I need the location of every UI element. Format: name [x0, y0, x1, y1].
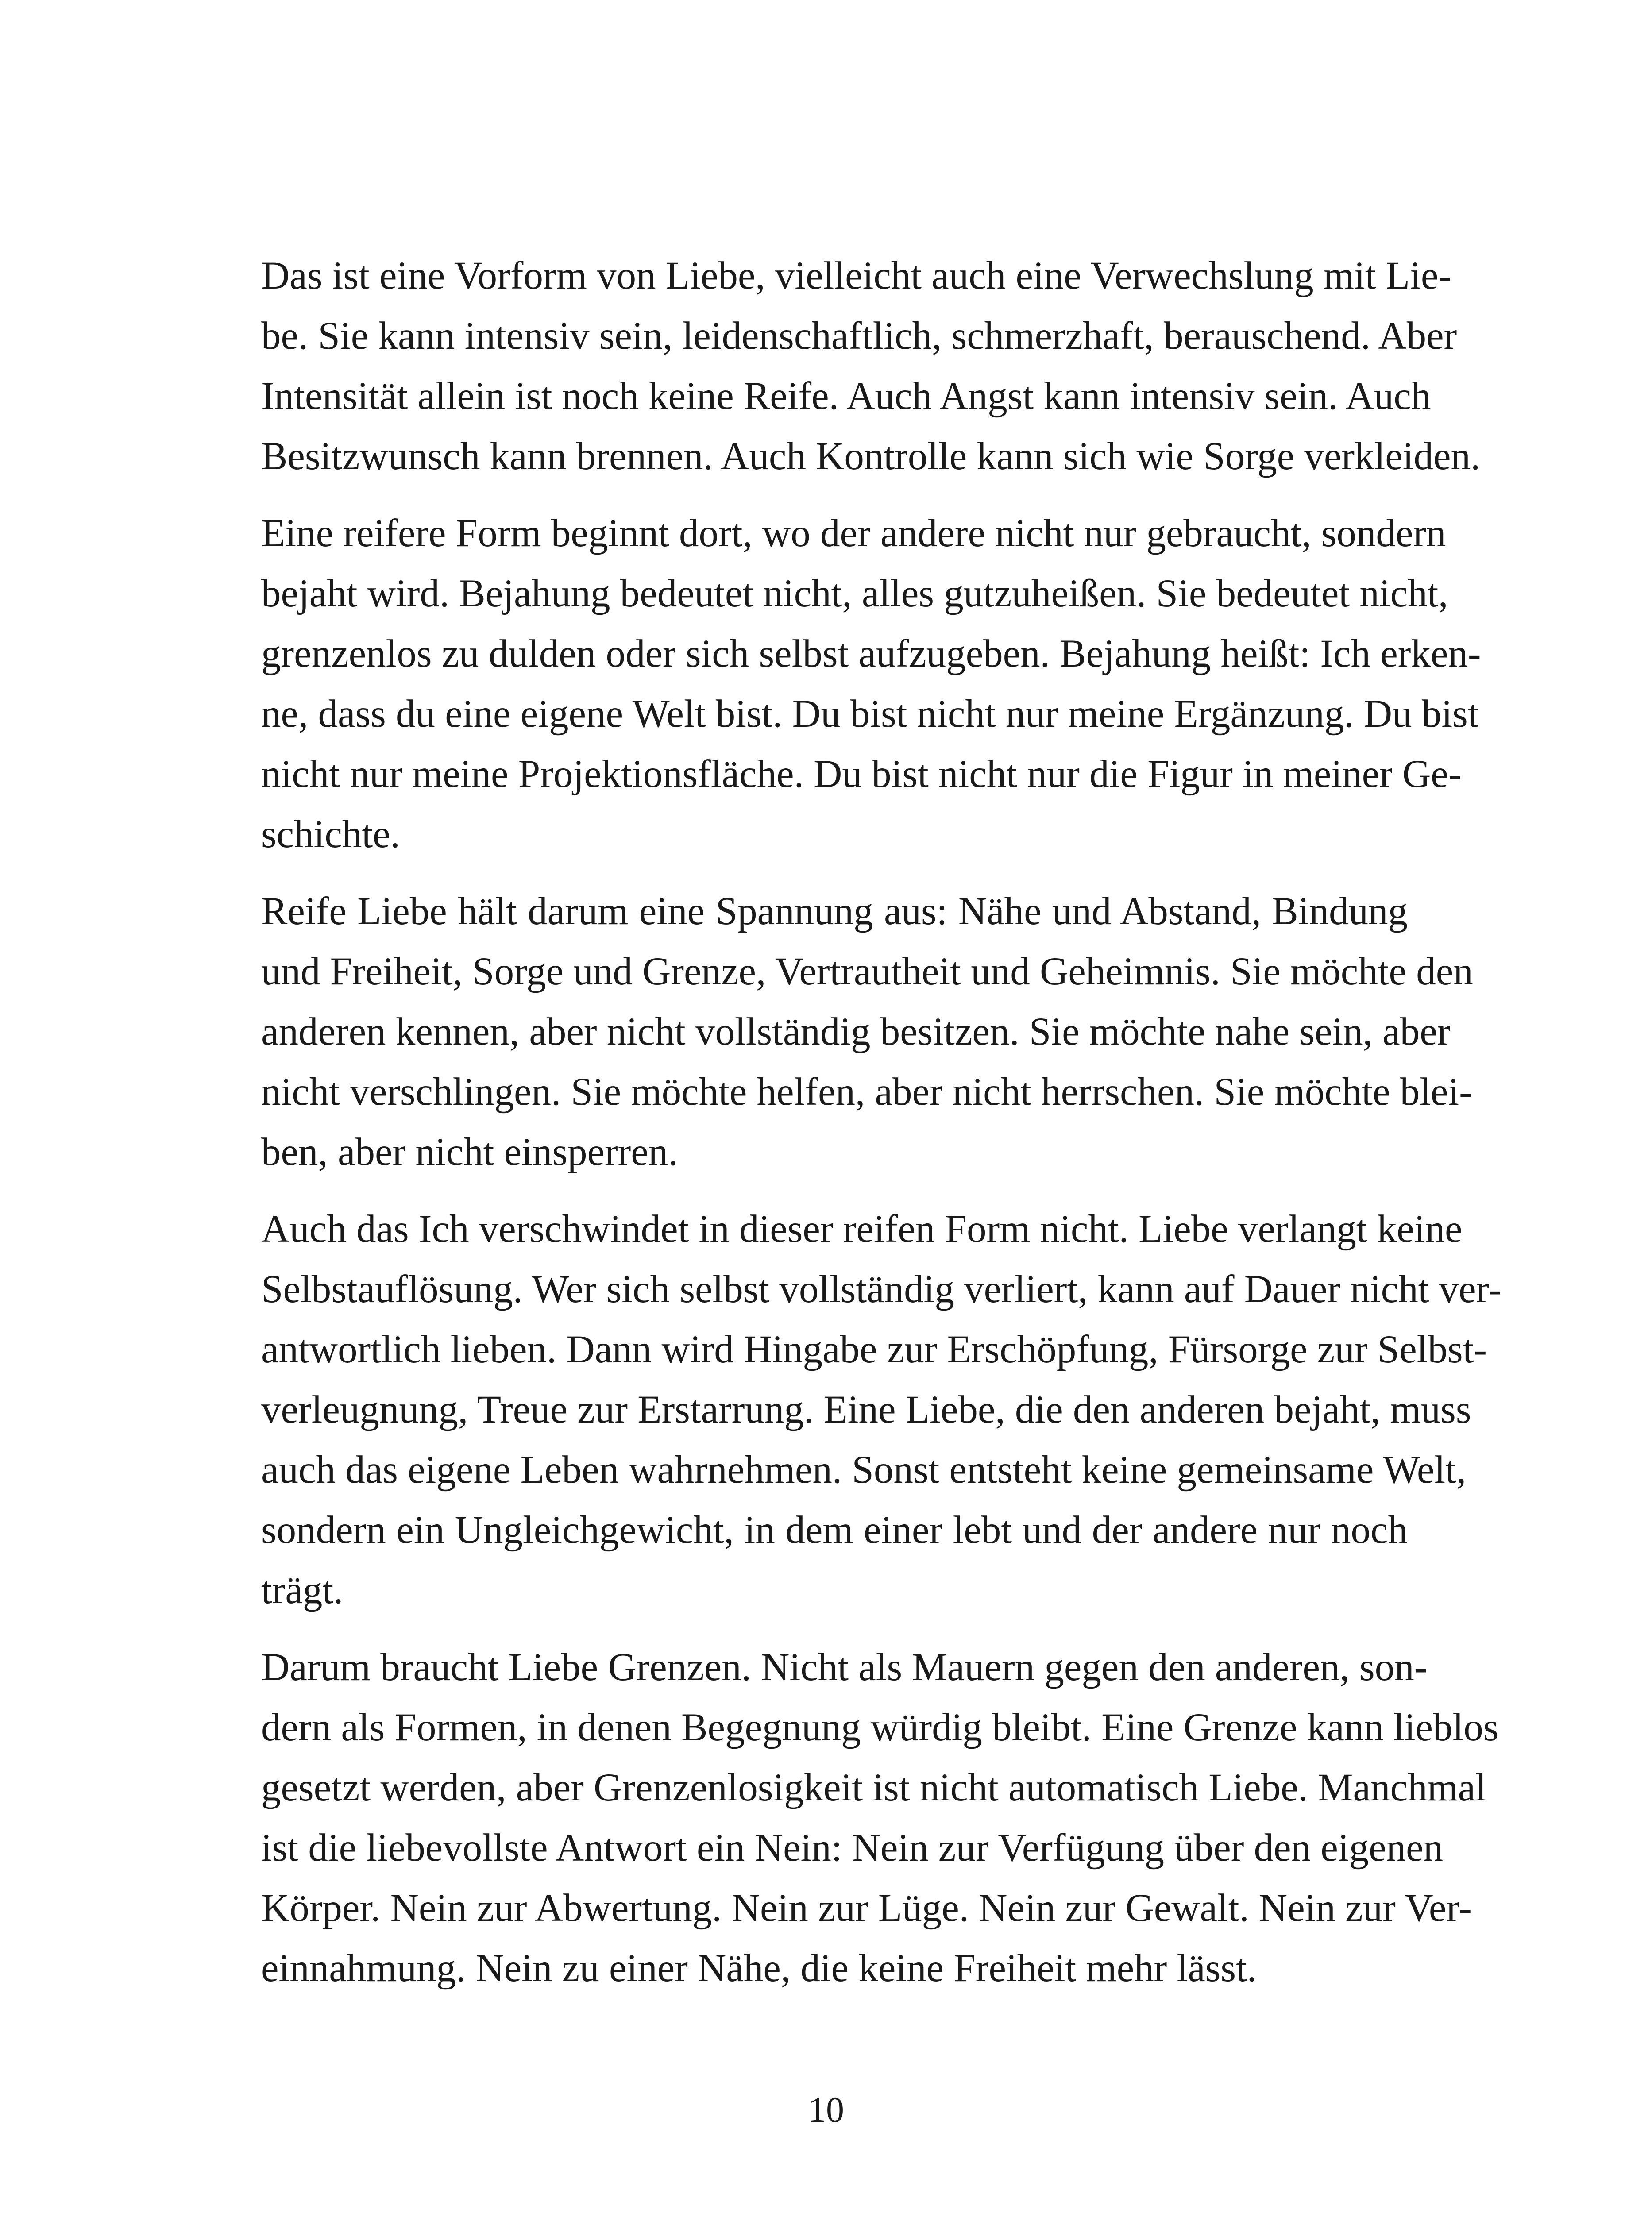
- page-body: [261, 246, 1502, 2015]
- text-line: Darum braucht Liebe Grenzen. Nicht als Mauern gegen den anderen, son-: [261, 1646, 1428, 1689]
- text-line: sondern ein Ungleichgewicht, in dem einer lebt und der andere nur noch: [261, 1508, 1408, 1552]
- text-line: Intensität allein ist noch keine Reife. Auch Angst kann intensiv sein. Auch: [261, 374, 1431, 418]
- text-line: Auch das Ich verschwindet in dieser reifen Form nicht. Liebe verlangt keine: [261, 1207, 1463, 1251]
- paragraph: [261, 1637, 1499, 1998]
- text-line: Das ist eine Vorform von Liebe, vielleicht auch eine Verwechslung mit Lie-: [261, 254, 1452, 297]
- text-line: gesetzt werden, aber Grenzenlosigkeit ist nicht automatisch Liebe. Manchmal: [261, 1766, 1486, 1809]
- text-line: ne, dass du eine eigene Welt bist. Du bist nicht nur meine Ergänzung. Du bist: [261, 692, 1479, 736]
- text-line: Besitzwunsch kann brennen. Auch Kontrolle kann sich wie Sorge verkleiden.: [261, 435, 1481, 478]
- page-number: 10: [808, 2090, 844, 2130]
- text-line: Eine reifere Form beginnt dort, wo der andere nicht nur gebraucht, sondern: [261, 512, 1446, 555]
- paragraph: [261, 246, 1481, 486]
- text-line: Körper. Nein zur Abwertung. Nein zur Lüge. Nein zur Gewalt. Nein zur Ver-: [261, 1886, 1472, 1930]
- text-line: und Freiheit, Sorge und Grenze, Vertrautheit und Geheimnis. Sie möchte den: [261, 950, 1473, 993]
- text-line: Selbstauflösung. Wer sich selbst vollständig verliert, kann auf Dauer nicht ver-: [261, 1268, 1502, 1311]
- text-line: ist die liebevollste Antwort ein Nein: Nein zur Verfügung über den eigenen: [261, 1826, 1444, 1870]
- text-line: antwortlich lieben. Dann wird Hingabe zur Erschöpfung, Fürsorge zur Selbst-: [261, 1328, 1487, 1371]
- text-line: bejaht wird. Bejahung bedeutet nicht, alles gutzuheißen. Sie bedeutet nicht,: [261, 572, 1448, 615]
- paragraph: [261, 881, 1473, 1182]
- text-line: grenzenlos zu dulden oder sich selbst aufzugeben. Bejahung heißt: Ich erken-: [261, 632, 1481, 675]
- text-line: auch das eigene Leben wahrnehmen. Sonst entsteht keine gemeinsame Welt,: [261, 1448, 1467, 1492]
- text-line: Reife Liebe hält darum eine Spannung aus: Nähe und Abstand, Bindung: [261, 890, 1408, 933]
- paragraph: [261, 503, 1481, 864]
- text-line: be. Sie kann intensiv sein, leidenschaftlich, schmerzhaft, berauschend. Aber: [261, 314, 1457, 358]
- text-line: anderen kennen, aber nicht vollständig besitzen. Sie möchte nahe sein, aber: [261, 1010, 1451, 1053]
- text-line: schichte.: [261, 813, 400, 856]
- text-line: nicht verschlingen. Sie möchte helfen, aber nicht herrschen. Sie möchte blei-: [261, 1070, 1472, 1114]
- text-line: ben, aber nicht einsperren.: [261, 1130, 678, 1174]
- paragraph: [261, 1199, 1502, 1620]
- text-line: nicht nur meine Projektionsfläche. Du bist nicht nur die Figur in meiner Ge-: [261, 752, 1462, 796]
- text-line: verleugnung, Treue zur Erstarrung. Eine Liebe, die den anderen bejaht, muss: [261, 1388, 1471, 1431]
- text-line: einnahmung. Nein zu einer Nähe, die keine Freiheit mehr lässt.: [261, 1947, 1257, 1990]
- text-line: trägt.: [261, 1569, 344, 1612]
- text-line: dern als Formen, in denen Begegnung würdig bleibt. Eine Grenze kann lieblos: [261, 1706, 1499, 1749]
